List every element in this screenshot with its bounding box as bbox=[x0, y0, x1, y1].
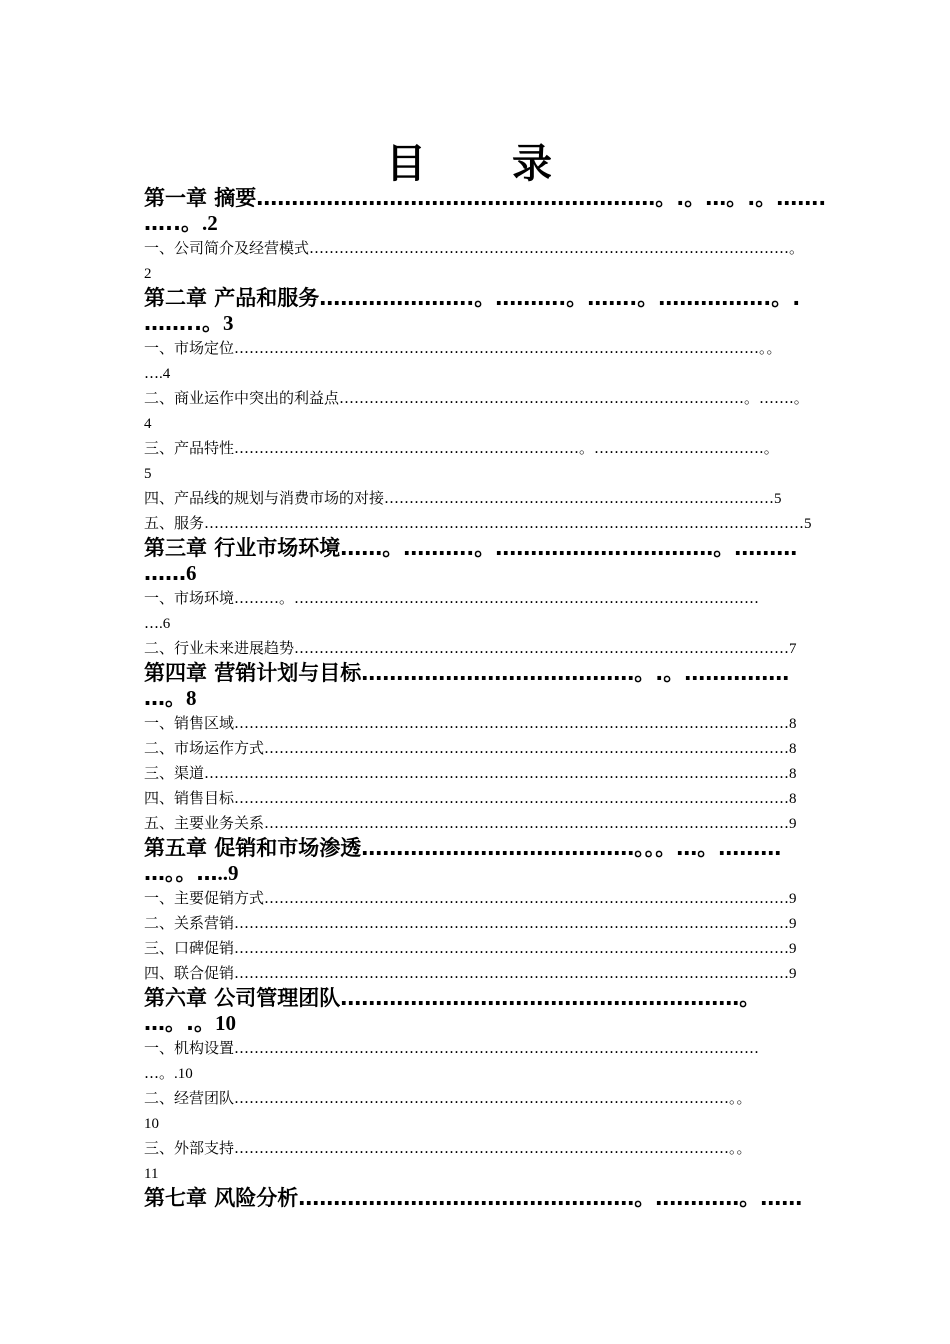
toc-section-line: 四、联合促销…………………………………………………………………………………………………9 bbox=[144, 964, 797, 982]
toc-chapter-line: 第三章 行业市场环境……。……….。……………….…………。……… bbox=[144, 536, 798, 560]
toc-chapter-line: 第二章 产品和服务………………….。……….。…….。…………….。. bbox=[144, 286, 801, 310]
toc-section-line: 二、关系营销…………………………………………………………………………………………………9 bbox=[144, 914, 797, 932]
toc-section-line: 五、主要业务关系……………………………………………………………………………………………9 bbox=[144, 814, 797, 832]
toc-section-line: 一、市场定位……………………………………………………………………………………………。。 bbox=[144, 339, 782, 357]
toc-chapter-line: ……..。3 bbox=[144, 311, 234, 335]
toc-section-line: 一、销售区域…………………………………………………………………………………………………8 bbox=[144, 714, 797, 732]
toc-chapter-line: 第一章 摘要…………………………………………………。.。…。.。……. bbox=[144, 186, 827, 210]
toc-section-line: 2 bbox=[144, 266, 152, 282]
toc-section-line: 10 bbox=[144, 1116, 159, 1132]
toc-section-line: 4 bbox=[144, 416, 152, 432]
toc-section-line: ….6 bbox=[144, 614, 171, 632]
toc-section-line: 二、行业未来进展趋势………………………………………………………………………………………7 bbox=[144, 639, 797, 657]
toc-chapter-line: …。.。10 bbox=[144, 1011, 236, 1035]
toc-chapter-line: …。8 bbox=[144, 686, 197, 710]
toc-section-line: 5 bbox=[144, 466, 152, 482]
toc-chapter-line: 第五章 促销和市场渗透…………………………………。。。…。……… bbox=[144, 836, 782, 860]
toc-section-line: 四、销售目标…………………………………………………………………………………………………8 bbox=[144, 789, 797, 807]
toc-chapter-line: …..。.2 bbox=[144, 211, 218, 235]
toc-chapter-line: 第六章 公司管理团队…………………………………………………。 bbox=[144, 986, 761, 1010]
toc-section-line: 二、市场运作方式……………………………………………………………………………………………8 bbox=[144, 739, 797, 757]
toc-section-line: 三、渠道………………………………………………………………………………………………………8 bbox=[144, 764, 797, 782]
toc-section-line: 五、服务…………………………………………………………………………………………………………5 bbox=[144, 514, 812, 532]
table-of-contents bbox=[144, 186, 827, 1211]
toc-chapter-line: 第四章 营销计划与目标…………………………………。.。…………… bbox=[144, 661, 790, 685]
toc-section-line: 一、机构设置…………………………………………………………………………………………… bbox=[144, 1039, 760, 1057]
toc-section-line: 11 bbox=[144, 1166, 159, 1182]
toc-section-line: ….4 bbox=[144, 364, 171, 382]
toc-section-line: 一、主要促销方式……………………………………………………………………………………………9 bbox=[144, 889, 797, 907]
toc-section-line: 一、市场环境………。………………………………………………………………………………… bbox=[144, 589, 760, 607]
toc-section-line: 一、公司简介及经营模式……………………………………………………………………………………。 bbox=[144, 239, 805, 257]
toc-section-line: 三、产品特性……………………………………………………………。…………………………….。 bbox=[144, 439, 779, 457]
toc-chapter-line: …。。…..9 bbox=[144, 861, 239, 885]
page-title: 目 录 bbox=[386, 141, 588, 187]
toc-section-line: 三、外部支持………………………………………………………………………………………。。 bbox=[144, 1139, 752, 1157]
toc-chapter-line: ……6 bbox=[144, 561, 197, 585]
toc-section-line: …。.10 bbox=[144, 1064, 193, 1082]
toc-section-line: 二、商业运作中突出的利益点………………………………………………………………………。…….。 bbox=[144, 389, 809, 407]
toc-chapter-line: 第七章 风险分析…………………………………………。…………。…… bbox=[144, 1186, 803, 1210]
toc-section-line: 四、产品线的规划与消费市场的对接……………………………………………………………………5 bbox=[144, 489, 782, 507]
toc-section-line: 二、经营团队………………………………………………………………………………………。。 bbox=[144, 1089, 752, 1107]
toc-section-line: 三、口碑促销…………………………………………………………………………………………………9 bbox=[144, 939, 797, 957]
